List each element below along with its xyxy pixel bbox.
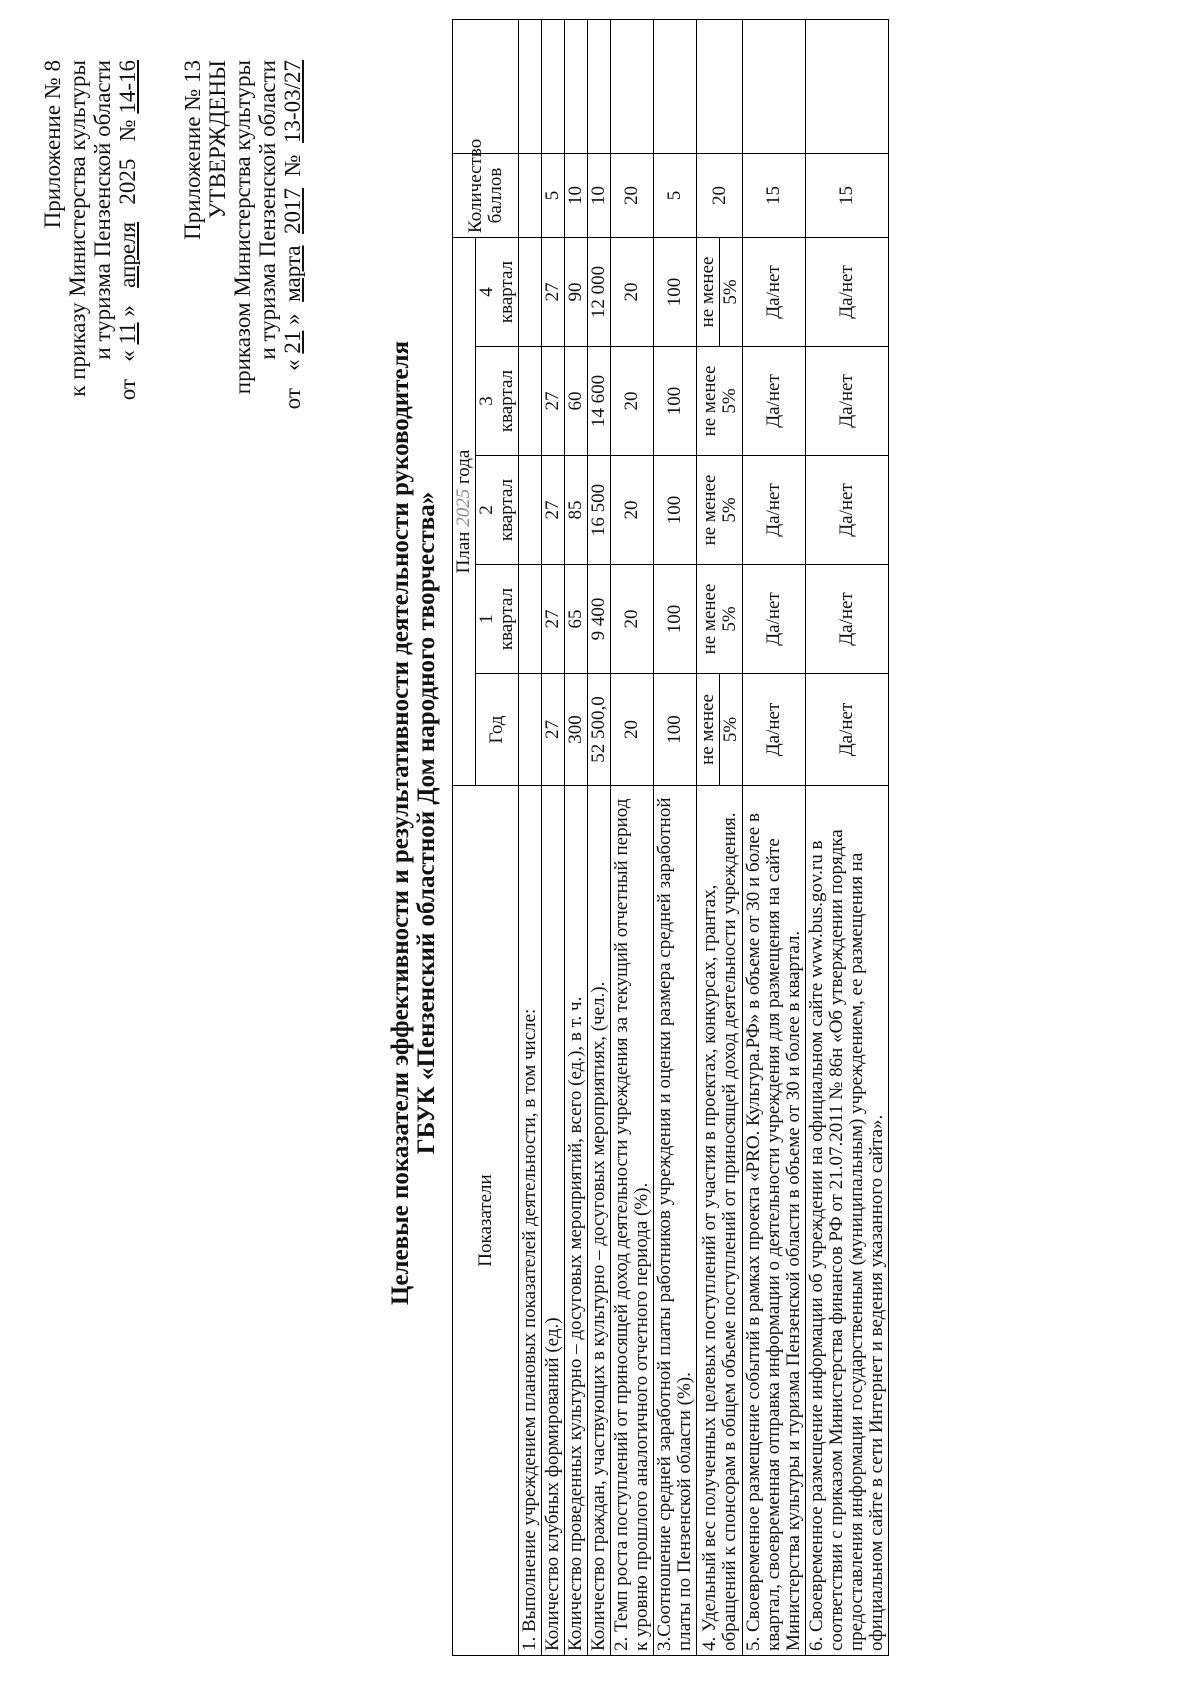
row-q3 bbox=[697, 347, 743, 456]
row-q3 bbox=[519, 347, 542, 456]
plan-suffix: года bbox=[453, 449, 474, 485]
row-q3: 20 bbox=[611, 347, 654, 456]
row-name: 2. Темп роста поступлений от приносящей доход деятельности учреждения за текущий отчетный период к уровню прошлого аналогичного отчетного периода (%). bbox=[611, 786, 654, 1656]
plan-year: 2025 bbox=[453, 488, 474, 527]
approved-label: УТВЕРЖДЕНЫ bbox=[205, 60, 230, 219]
appendix-8-line3: и туризма Пензенской области bbox=[90, 60, 115, 360]
stub-cell bbox=[611, 19, 654, 153]
quote-open: « bbox=[280, 359, 305, 371]
stub-cell bbox=[588, 19, 611, 153]
table-row bbox=[743, 19, 806, 1655]
row-q1 bbox=[697, 565, 743, 674]
row-points: 20 bbox=[611, 153, 654, 237]
row-q4: 100 bbox=[654, 237, 697, 346]
row-name: 6. Своевременное размещение информации об учреждении на официальном сайте www.bus.gov.ru в соответствии с приказом Министерства финансов РФ от 21.07.2011 № 86н «Об утверждении порядка предоставления информации государственным (муниципальным) учреждением, ее размещения на официальном сайте в сети Интернет и ведения указанного сайта». bbox=[806, 786, 889, 1656]
row-q2: 85 bbox=[565, 456, 588, 565]
table-row bbox=[611, 19, 654, 1655]
header-q4 bbox=[476, 237, 519, 346]
row-year-percent: 5% bbox=[720, 674, 743, 786]
q2-number: 2 bbox=[476, 505, 497, 515]
appendix-13-header bbox=[180, 60, 305, 409]
q2-value: не менее bbox=[698, 474, 720, 546]
quarter-label: квартал bbox=[496, 260, 517, 324]
row-q4: Да/нет bbox=[806, 237, 889, 346]
row-q2 bbox=[519, 456, 542, 565]
indicators-table bbox=[452, 19, 889, 1656]
appendix-8-header bbox=[40, 60, 140, 400]
from-word: от bbox=[280, 388, 305, 410]
row-year: 300 bbox=[565, 674, 588, 786]
row-q3: 14 600 bbox=[588, 347, 611, 456]
header-year: Год bbox=[476, 674, 519, 786]
row-year: не менее bbox=[697, 674, 720, 786]
header-stub bbox=[453, 19, 519, 153]
table-row bbox=[519, 19, 542, 1655]
order-month: апреля bbox=[115, 221, 140, 288]
row-points: 10 bbox=[588, 153, 611, 237]
q1-percent: 5% bbox=[718, 606, 740, 632]
stub-cell bbox=[565, 19, 588, 153]
row-q2: 27 bbox=[542, 456, 565, 565]
row-name: 5. Своевременное размещение событий в рамках проекта «PRO. Культура.РФ» в объеме от 30 и более в квартал, своевременная отправка информации о деятельности учреждения для размещения на сайте Министерства культуры и туризма Пензенской области в объеме от 30 и более в квартал. bbox=[743, 786, 806, 1656]
row-q3: 60 bbox=[565, 347, 588, 456]
row-q4 bbox=[519, 237, 542, 346]
number-sign: № bbox=[280, 154, 305, 177]
appendix-8-title: Приложение № 8 bbox=[40, 60, 65, 229]
row-q1 bbox=[519, 565, 542, 674]
quarter-label: квартал bbox=[496, 587, 517, 651]
q3-number: 3 bbox=[476, 396, 497, 406]
row-year bbox=[519, 674, 542, 786]
table-row bbox=[654, 19, 697, 1655]
order-year: 2017 bbox=[280, 188, 305, 235]
quote-close: » bbox=[280, 313, 305, 325]
row-name: 1. Выполнение учреждением плановых показателей деятельности, в том числе: bbox=[519, 786, 542, 1656]
row-q1: Да/нет bbox=[806, 565, 889, 674]
row-points: 20 bbox=[697, 153, 743, 237]
document-title bbox=[388, 48, 440, 1598]
row-q4: 20 bbox=[611, 237, 654, 346]
q4-number: 4 bbox=[476, 287, 497, 297]
appendix-8-line2: к приказу Министерства культуры bbox=[65, 60, 90, 397]
row-q2: 100 bbox=[654, 456, 697, 565]
stub-cell bbox=[697, 19, 743, 153]
q1-value: не менее bbox=[698, 583, 720, 655]
table-row bbox=[697, 19, 720, 1655]
row-points bbox=[519, 153, 542, 237]
row-q3: Да/нет bbox=[743, 347, 806, 456]
stub-cell bbox=[519, 19, 542, 153]
row-q1: 100 bbox=[654, 565, 697, 674]
row-q1: 9 400 bbox=[588, 565, 611, 674]
row-year: 52 500,0 bbox=[588, 674, 611, 786]
title-line-1: Целевые показатели эффективности и результативности деятельности руководителя bbox=[387, 340, 414, 1306]
stub-cell bbox=[654, 19, 697, 153]
row-q4-percent: 5% bbox=[720, 237, 743, 346]
table-row bbox=[588, 19, 611, 1655]
row-year: Да/нет bbox=[806, 674, 889, 786]
row-name: Количество проведенных культурно – досуговых мероприятий, всего (ед.), в т. ч. bbox=[565, 786, 588, 1656]
quote-open: « bbox=[115, 350, 140, 362]
row-name: 3.Соотношение средней заработной платы работников учреждения и оценки размера средней заработной платы по Пензенской области (%). bbox=[654, 786, 697, 1656]
q2-percent: 5% bbox=[718, 497, 740, 523]
row-name: Количество граждан, участвующих в культурно – досуговых мероприятиях, (чел.). bbox=[588, 786, 611, 1656]
quarter-label: квартал bbox=[496, 369, 517, 433]
row-q4: Да/нет bbox=[743, 237, 806, 346]
row-points: 15 bbox=[743, 153, 806, 237]
title-line-2: ГБУК «Пензенский областной Дом народного творчества» bbox=[413, 491, 440, 1155]
stub-cell bbox=[806, 19, 889, 153]
appendix-13-line4: и туризма Пензенской области bbox=[255, 60, 280, 360]
plan-prefix: План bbox=[453, 531, 474, 574]
row-q3: Да/нет bbox=[806, 347, 889, 456]
row-q2: 16 500 bbox=[588, 456, 611, 565]
row-q1: Да/нет bbox=[743, 565, 806, 674]
from-word: от bbox=[115, 379, 140, 401]
number-sign: № bbox=[115, 119, 140, 142]
header-indicators: Показатели bbox=[453, 786, 519, 1656]
row-points: 15 bbox=[806, 153, 889, 237]
stub-cell bbox=[743, 19, 806, 153]
appendix-13-title: Приложение № 13 bbox=[180, 60, 205, 240]
table-row bbox=[565, 19, 588, 1655]
quarter-label: квартал bbox=[496, 478, 517, 542]
header-q3 bbox=[476, 347, 519, 456]
q1-number: 1 bbox=[476, 614, 497, 624]
stub-cell bbox=[542, 19, 565, 153]
row-year: Да/нет bbox=[743, 674, 806, 786]
row-name: Количество клубных формирований (ед.) bbox=[542, 786, 565, 1656]
order-number: 13-03/27 bbox=[280, 60, 305, 144]
row-year: 20 bbox=[611, 674, 654, 786]
row-q1: 20 bbox=[611, 565, 654, 674]
order-year: 2025 bbox=[115, 158, 140, 205]
order-month: марта bbox=[280, 245, 305, 302]
header-plan bbox=[453, 237, 476, 785]
q3-value: не менее bbox=[698, 365, 720, 437]
row-q2: Да/нет bbox=[743, 456, 806, 565]
header-points: Количество баллов bbox=[453, 153, 519, 237]
row-q4: не менее bbox=[697, 237, 720, 346]
row-points: 10 bbox=[565, 153, 588, 237]
row-q3: 27 bbox=[542, 347, 565, 456]
row-q2: Да/нет bbox=[806, 456, 889, 565]
table-row bbox=[806, 19, 889, 1655]
table-row bbox=[542, 19, 565, 1655]
q3-percent: 5% bbox=[718, 388, 740, 414]
row-q2: 20 bbox=[611, 456, 654, 565]
header-q2 bbox=[476, 456, 519, 565]
quote-close: » bbox=[115, 305, 140, 317]
row-q1: 65 bbox=[565, 565, 588, 674]
order-day: 21 bbox=[280, 330, 305, 354]
row-q4: 12 000 bbox=[588, 237, 611, 346]
order-number: 14-16 bbox=[115, 60, 140, 114]
row-points: 5 bbox=[542, 153, 565, 237]
row-q2 bbox=[697, 456, 743, 565]
header-q1 bbox=[476, 565, 519, 674]
row-q4: 27 bbox=[542, 237, 565, 346]
row-year: 27 bbox=[542, 674, 565, 786]
appendix-8-date-line bbox=[115, 60, 140, 400]
appendix-13-date-line bbox=[280, 60, 305, 409]
row-year: 100 bbox=[654, 674, 697, 786]
row-name: 4. Удельный вес полученных целевых поступлений от участия в проектах, конкурсах, грантах, обращений к спонсорам в общем объеме поступлений от приносящей доход деятельности учреждения. bbox=[697, 786, 743, 1656]
appendix-13-line3: приказом Министерства культуры bbox=[230, 60, 255, 395]
row-q3: 100 bbox=[654, 347, 697, 456]
row-points: 5 bbox=[654, 153, 697, 237]
row-q1: 27 bbox=[542, 565, 565, 674]
row-q4: 90 bbox=[565, 237, 588, 346]
order-day: 11 bbox=[115, 322, 140, 345]
